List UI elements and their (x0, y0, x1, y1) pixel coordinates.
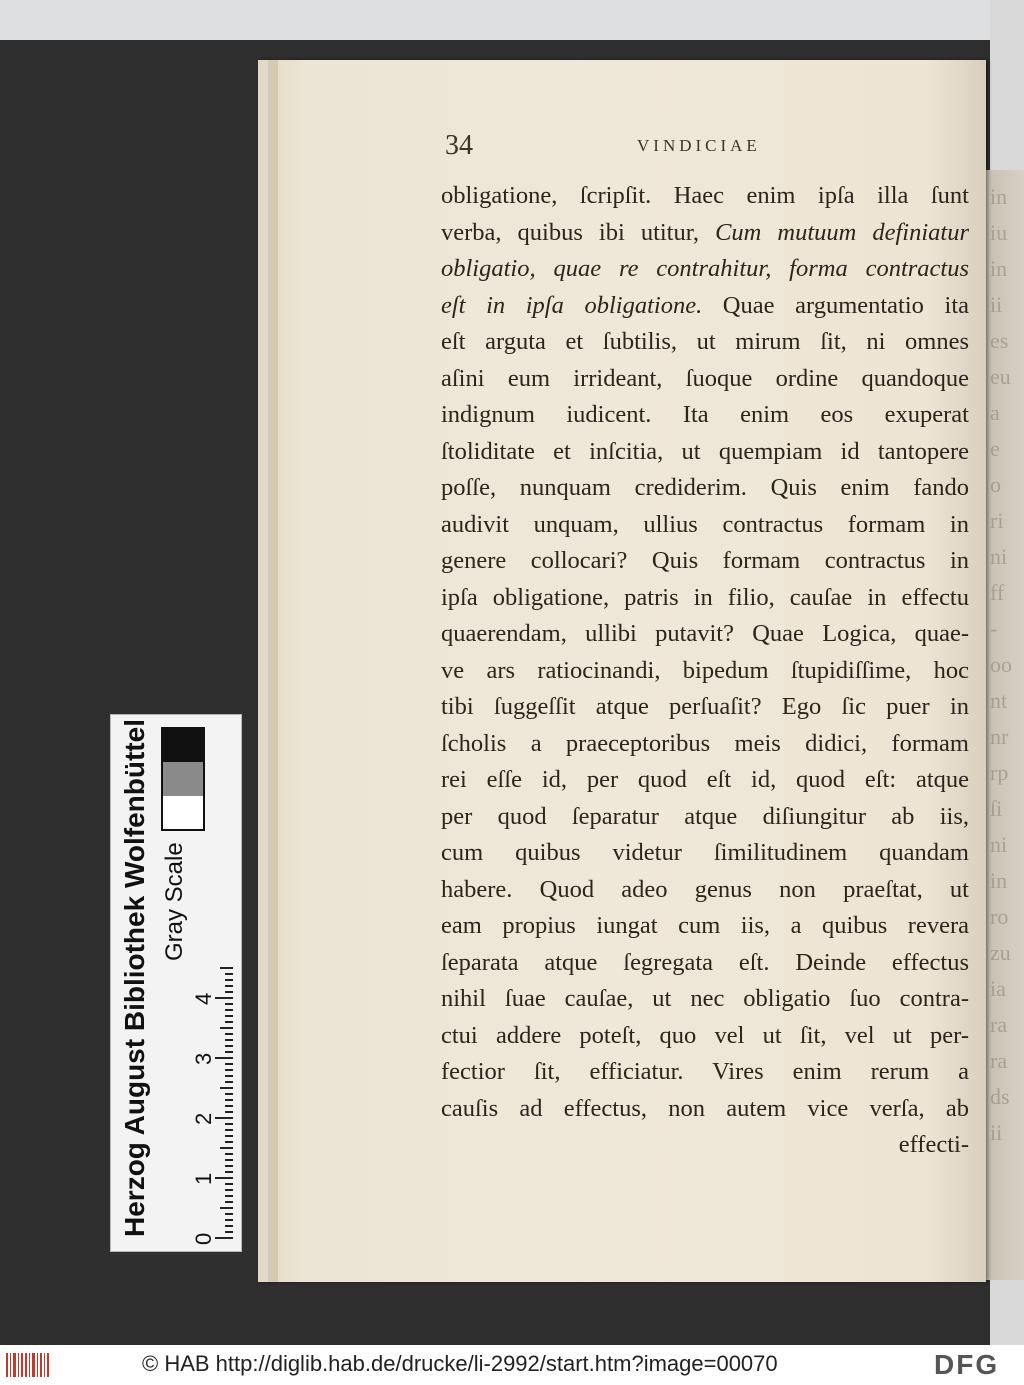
text-line: audivit unquam, ullius contractus formam in (441, 510, 969, 538)
ruler-tick (225, 1010, 233, 1012)
dfg-logo: DFG (934, 1349, 1000, 1380)
ruler-tick (215, 1238, 233, 1240)
barcode-stripe (37, 1353, 38, 1377)
running-head: VINDICIAE (637, 136, 761, 155)
barcode-stripe (44, 1353, 45, 1377)
gray-scale-card (110, 714, 242, 1252)
ruler-number: 0 (191, 1232, 216, 1245)
barcode-stripe (6, 1353, 8, 1377)
library-name: Herzog August Bibliothek Wolfenbüttel (119, 719, 150, 1237)
text-line: ſtoliditate et inſcitia, ut quempiam id tantopere (441, 437, 969, 465)
ruler-tick (225, 1184, 233, 1186)
ruler-tick (215, 1118, 233, 1120)
text-line: ipſa obligatione, patris in filio, cauſae in effectu (441, 583, 969, 611)
ruler-tick (215, 1058, 233, 1060)
page-header (445, 130, 970, 166)
ruler-tick (220, 1028, 233, 1030)
ruler-tick (225, 1214, 233, 1216)
viewer-footer (0, 1345, 1024, 1385)
ruler-tick (225, 1022, 233, 1024)
ruler-tick (220, 1088, 233, 1090)
ruler-number: 3 (191, 1052, 216, 1065)
barcode-stripe (25, 1353, 27, 1377)
text-line: verba, quibus ibi utitur, Cum mutuum definiatur (441, 218, 969, 246)
gray-patches (161, 727, 205, 831)
ruler-tick (225, 1196, 233, 1198)
ruler-tick (225, 1142, 233, 1144)
measurement-ruler (191, 969, 233, 1245)
text-line: tibi ſuggeſſit atque perſuaſit? Ego ſic puer in (441, 693, 969, 720)
ruler-tick (225, 1136, 233, 1138)
text-line: genere collocari? Quis formam contractus in (441, 547, 969, 574)
text-line: poſſe, nunquam crediderim. Quis enim fando (441, 474, 969, 501)
text-line: rei eſſe id, per quod eſt id, quod eſt: atque (441, 766, 969, 793)
page-gutter (268, 60, 278, 1282)
ruler-tick (225, 1100, 233, 1102)
ruler-tick (225, 980, 233, 982)
ruler-tick (225, 1082, 233, 1084)
ruler-tick (225, 1004, 233, 1006)
barcode-stripe (13, 1353, 16, 1377)
ruler-tick (225, 1202, 233, 1204)
adjacent-page-edge: in iu in ii es eu a e o ri ni ff - oo nt nr rp ſi ni in ro zu ia ra ra ds ii (986, 170, 1024, 1280)
ruler-tick (215, 1178, 233, 1180)
ruler-tick (225, 1220, 233, 1222)
text-line: quaerendam, ullibi putavit? Quae Logica, quae- (441, 620, 969, 647)
ruler-number: 1 (191, 1172, 216, 1185)
ruler-tick (225, 1040, 233, 1042)
barcode-stripe (18, 1353, 19, 1377)
backdrop-top (0, 0, 1024, 40)
ruler-tick (225, 1124, 233, 1126)
ruler-number: 2 (191, 1112, 216, 1125)
page-number: 34 (445, 130, 473, 161)
gray-patch (163, 796, 203, 829)
italic-phrase: eſt in ipſa obligatione. (441, 291, 703, 319)
ruler-tick (220, 1148, 233, 1150)
text-line: obligatione, ſcripſit. Haec enim ipſa illa ſunt (441, 182, 969, 209)
text-line: cum quibus videtur ſimilitudinem quandam (441, 839, 969, 866)
ruler-tick (225, 1076, 233, 1078)
text-line: per quod ſeparatur atque diſiungitur ab iis, (441, 802, 969, 830)
text-line: ctui addere poteſt, quo vel ut ſit, vel ut per- (441, 1021, 969, 1049)
ruler-tick (225, 1094, 233, 1096)
text-line: nihil ſuae cauſae, ut nec obligatio ſuo contra- (441, 985, 969, 1012)
barcode-stripe (21, 1353, 23, 1377)
ruler-tick (225, 1160, 233, 1162)
text-line: habere. Quod adeo genus non praeſtat, ut (441, 875, 969, 903)
gray-scale-label: Gray Scale (161, 842, 188, 961)
ruler-tick (225, 1034, 233, 1036)
gray-patch (163, 762, 203, 795)
ruler-tick (220, 968, 233, 970)
ruler-tick (215, 998, 233, 1000)
ruler-number: 4 (191, 992, 216, 1005)
ruler-tick (225, 1070, 233, 1072)
ruler-tick (225, 1166, 233, 1168)
ruler-tick (225, 1016, 233, 1018)
ruler-tick (225, 1064, 233, 1066)
barcode-stripe (32, 1353, 35, 1377)
ruler-tick (225, 1130, 233, 1132)
italic-phrase: obligatio, quae re contrahitur, forma contractus (441, 255, 969, 282)
text-line: indignum iudicent. Ita enim eos exuperat (441, 401, 969, 428)
text-line: eam propius iungat cum iis, a quibus revera (441, 912, 969, 939)
barcode-stripe (47, 1353, 49, 1377)
ruler-tick (225, 1172, 233, 1174)
ruler-tick (225, 1232, 233, 1234)
barcode-stripe (40, 1353, 42, 1377)
italic-phrase: Cum mutuum definiatur (715, 218, 969, 246)
text-line: ve ars ratiocinandi, bipedum ſtupidiſſime, hoc (441, 656, 969, 684)
ruler-tick (225, 1052, 233, 1054)
text-line: eſt in ipſa obligatione. Quae argumentatio ita (441, 291, 969, 319)
copyright-link[interactable]: © HAB http://diglib.hab.de/drucke/li-2992/start.htm?image=00070 (142, 1351, 778, 1376)
ruler-tick (225, 1112, 233, 1114)
ruler-tick (225, 974, 233, 976)
text-line: ſeparata atque ſegregata eſt. Deinde effectus (441, 948, 969, 976)
ruler-tick (225, 1046, 233, 1048)
ruler-tick (225, 1226, 233, 1228)
ruler-tick (225, 1190, 233, 1192)
ruler-tick (225, 1154, 233, 1156)
gray-patch (163, 729, 203, 762)
text-line: eſt arguta et ſubtilis, ut mirum ſit, ni omnes (441, 328, 969, 355)
ruler-tick (220, 1208, 233, 1210)
text-line: aſini eum irrideant, ſuoque ordine quandoque (441, 364, 969, 392)
barcode-stripe (29, 1353, 30, 1377)
text-line: cauſis ad effectus, non autem vice verſa, ab (441, 1094, 969, 1122)
barcode-icon (6, 1353, 48, 1377)
ruler-tick (225, 992, 233, 994)
text-line (441, 251, 969, 288)
text-line: fectior ſit, efficiatur. Vires enim rerum a (441, 1058, 969, 1085)
text-line: effecti- (898, 1131, 969, 1158)
text-line: ſcholis a praeceptoribus meis didici, formam (441, 729, 969, 757)
body-text (441, 178, 969, 1164)
ruler-tick (225, 986, 233, 988)
barcode-stripe (10, 1353, 11, 1377)
ruler-tick (225, 1106, 233, 1108)
